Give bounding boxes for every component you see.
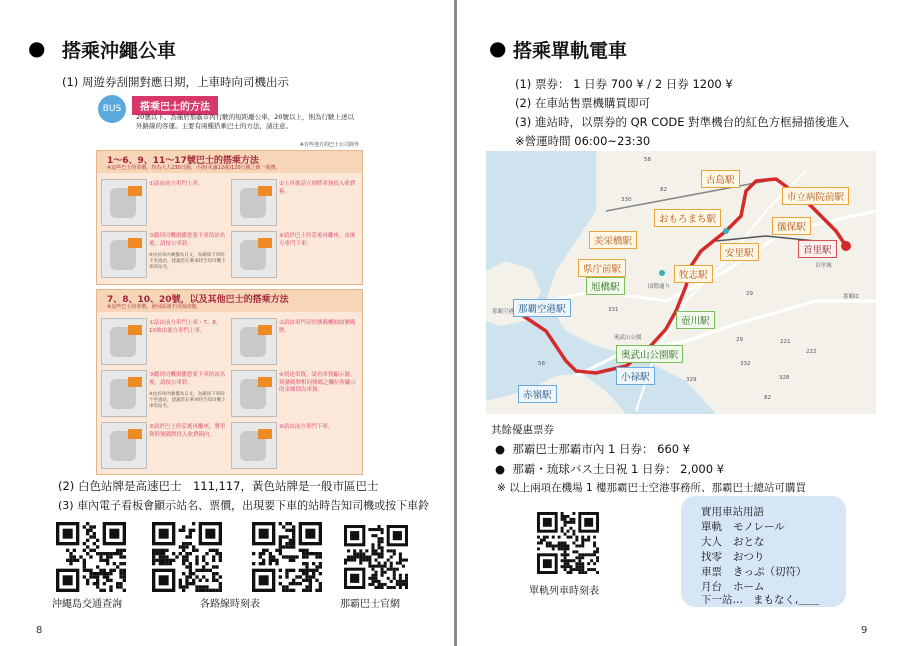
qr-label-transit: 沖繩島交通查詢: [52, 599, 122, 610]
map-label-shurijo: 首里城: [815, 263, 832, 269]
station-makishi: 牧志駅: [674, 265, 713, 283]
phrase-term: 月台: [701, 581, 722, 593]
road-number: 331: [608, 307, 619, 313]
step-text: ④請於巴士停妥後再離座，由後方車門下車。: [279, 233, 356, 247]
map-label-kokusai-dori: 国際通り: [648, 284, 671, 290]
bus-guide-panel: [96, 93, 361, 473]
section-1-step: [101, 231, 229, 276]
phrases-title: 實用車站用語: [701, 506, 764, 518]
phrase-term: 大人: [701, 536, 722, 548]
step-illustration: [101, 370, 147, 417]
phrase-japanese: まもなく,＿＿: [753, 594, 820, 606]
step-illustration: [231, 370, 277, 417]
step-illustration: [231, 231, 277, 278]
step-text: ③聽到司機廣播您要下車的站名後，請按公車鈴。: [149, 372, 226, 386]
step-illustration: [101, 179, 147, 226]
phrase-japanese: きっぷ（切符）: [733, 566, 807, 578]
station-furujima: 古島駅: [701, 170, 740, 188]
section-1-header: [97, 151, 362, 173]
discount-1: 那霸巴士那霸市內 1 日券： 660 ¥: [512, 442, 691, 456]
phrase-japanese: おとな: [733, 536, 765, 548]
road-number: 58: [644, 157, 651, 163]
monorail-line-1: (1) 票券： 1 日券 700 ¥ / 2 日券 1200 ¥: [515, 77, 733, 91]
step-illustration: [101, 422, 147, 469]
guide-section-2: [96, 289, 363, 475]
step-text: ③聽到司機廣播您要下車的站名後，請按公車鈴。: [149, 233, 226, 247]
qr-label-official: 那霸巴士官網: [340, 599, 400, 610]
monorail-map: [486, 151, 876, 414]
left-page: [0, 0, 454, 646]
guide-title: 搭乘巴士的方法: [132, 96, 218, 115]
station-phrases-box: [681, 496, 846, 607]
phrase-term: 找零: [701, 551, 722, 563]
step-text: ②請由車門旁的號碼機抽取號碼牌。: [279, 320, 356, 334]
monorail-line-3: (3) 進站時，以票券的 QR CODE 對準機台的紅色方框掃描後進入: [515, 115, 850, 129]
page-title: 搭乘單軌電車: [513, 40, 628, 62]
discount-title: 其餘優惠票券: [491, 424, 554, 436]
step-text: ④到達車資，請看車資顯示器，與號碼牌相同號碼之欄位所顯示的金額則為車資。: [279, 372, 357, 393]
station-omoromachi: おもろまち駅: [654, 209, 721, 227]
map-label-naha-ic: 那覇IC: [843, 294, 860, 300]
qr-code-monorail[interactable]: [537, 512, 599, 574]
qr-code-official-2[interactable]: [344, 522, 408, 592]
section-1-step: [101, 179, 229, 224]
right-page: [457, 0, 911, 646]
page-number: 8: [36, 625, 43, 636]
road-number: 222: [806, 349, 817, 355]
phrase-japanese: ホーム: [733, 581, 765, 593]
section-1-step: [231, 179, 359, 224]
step-note: ※由於車內廣播為日文，為確保下車時不坐過站，建議您在乘車時告知司機下車的站名。: [149, 253, 226, 270]
map-label-airport: 那覇空港: [492, 309, 515, 315]
step-text: ②上車後請立刻將車資投入收費箱。: [279, 181, 356, 195]
title-bullet: ●: [28, 36, 46, 60]
station-tsubogawa: 壺川駅: [676, 311, 715, 329]
station-shiritsu-byoin-mae: 市立病院前駅: [782, 187, 849, 205]
road-number: 330: [621, 197, 632, 203]
bus-icon: BUS: [98, 95, 126, 123]
qr-code-timetable[interactable]: [152, 522, 222, 592]
section-2-step: [101, 370, 229, 415]
discount-2: 那霸・琉球バス土日祝 1 日券： 2,000 ¥: [512, 462, 725, 476]
section-2-step: [101, 318, 229, 363]
phrase-term: 單軌: [701, 521, 722, 533]
road-number: 329: [686, 377, 697, 383]
road-number: 82: [660, 187, 667, 193]
section-2-step: [101, 422, 229, 467]
title-bullet: ●: [489, 36, 507, 60]
station-shuri: 首里駅: [798, 240, 837, 258]
section-2-step: [231, 370, 359, 415]
road-number: 82: [764, 395, 771, 401]
road-number: 29: [736, 337, 743, 343]
road-number: 58: [538, 361, 545, 367]
monorail-hours: ※營運時間 06:00~23:30: [515, 134, 651, 148]
road-number: 332: [740, 361, 751, 367]
station-miebashi: 美栄橋駅: [589, 231, 637, 249]
step-text: ⑤請於巴士停妥後再離座，將車資與號碼牌投入收費箱內。: [149, 424, 226, 438]
section-2-step: [231, 422, 359, 467]
station-akamine: 赤嶺駅: [518, 385, 557, 403]
monorail-line-2: (2) 在車站售票機購買即可: [515, 96, 650, 110]
section-2-title: 7、8、10、20號，以及其他巴士的搭乘方法: [107, 295, 289, 305]
bus-instruction-2: (2) 白色站牌是高速巴士 111,117，黃色站牌是一般市區巴士: [58, 479, 379, 493]
section-1-subtitle: ※這些巴士的票價，均為大人230日圓，小孩(未滿12歲)120日圓之統一收費。: [107, 165, 281, 171]
step-illustration: [231, 318, 277, 365]
discount-bullet-2: ● 那霸・琉球バス土日祝 1 日券： 2,000 ¥: [495, 462, 725, 476]
step-illustration: [101, 318, 147, 365]
step-illustration: [231, 422, 277, 469]
phrase-term: 車票: [701, 566, 722, 578]
section-2-header: [97, 290, 362, 312]
station-kencho-mae: 県庁前駅: [578, 259, 626, 277]
road-number: 221: [780, 339, 791, 345]
qr-code-official[interactable]: [252, 522, 322, 592]
page-title: 搭乘沖繩公車: [62, 40, 177, 62]
discount-note: ※ 以上兩項在機場 1 樓那霸巴士空港事務所、那霸巴士總站可購買: [497, 482, 806, 494]
station-asahibashi: 旭橋駅: [586, 277, 625, 295]
step-text: ①請由前方車門上車・7、8、10號由後方車門上車。: [149, 320, 222, 334]
guide-note: ※有些他方的巴士公司除外: [299, 142, 359, 148]
map-label-onoyama-park: 奥武山公園: [614, 335, 642, 341]
guide-text: 20號以下、為僅於那霸市內行駛的短距離公車，20號以上，則為行駛上述以外路線的客運。主要有兩種搭乘巴士的方法，請注意。: [136, 113, 355, 130]
step-illustration: [101, 231, 147, 278]
step-illustration: [231, 179, 277, 226]
section-2-step: [231, 318, 359, 363]
page-number: 9: [861, 625, 868, 636]
road-number: 328: [779, 375, 790, 381]
qr-label-monorail: 單軌列車時刻表: [529, 586, 599, 597]
section-2-subtitle: ※這些巴士的票價，會因區間不同而改變。: [107, 304, 202, 310]
section-1-step: [231, 231, 359, 276]
phrase-term: 下一站…: [701, 594, 743, 606]
qr-code-transit[interactable]: [56, 522, 126, 592]
bus-instruction-3: (3) 車內電子看板會顯示站名、票價，出現要下車的站時告知司機或按下車鈴: [58, 499, 430, 512]
step-text: ⑥請由前方車門下車。: [279, 424, 334, 430]
station-gibo: 儀保駅: [772, 217, 811, 235]
step-text: ①請由前方車門上車。: [149, 181, 204, 187]
discount-bullet-1: ● 那霸巴士那霸市內 1 日券： 660 ¥: [495, 442, 691, 456]
bus-instruction-1: (1) 周遊券刮開對應日期，上車時向司機出示: [62, 75, 289, 89]
station-naha-airport: 那覇空港駅: [513, 299, 571, 317]
station-onoyama-koen: 奥武山公園駅: [616, 345, 683, 363]
phrase-japanese: おつり: [733, 551, 765, 563]
station-asato: 安里駅: [720, 243, 759, 261]
station-oroku: 小禄駅: [616, 367, 655, 385]
section-1-title: 1～6、9、11～17號巴士的搭乘方法: [107, 156, 259, 166]
phrase-japanese: モノレール: [733, 521, 785, 533]
guide-section-1: [96, 150, 363, 285]
road-number: 29: [746, 291, 753, 297]
qr-label-timetable: 各路線時刻表: [200, 599, 260, 610]
guide-header: [96, 93, 361, 151]
step-note: ※由於車內廣播為日文，為確保下車時不坐過站，建議您在乘車時告知司機下車的站名。: [149, 392, 226, 409]
